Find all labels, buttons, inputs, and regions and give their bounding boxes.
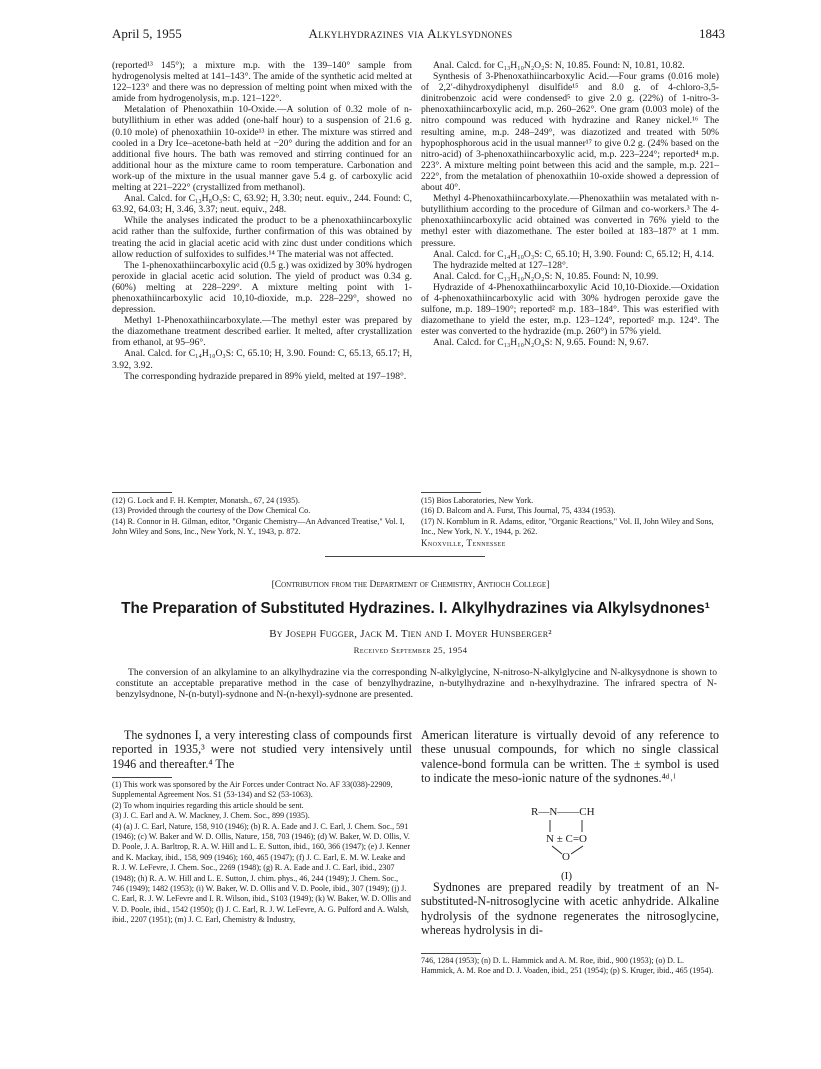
footnote: (15) Bios Laboratories, New York. <box>421 496 534 505</box>
abstract: The conversion of an alkylamine to an alkylhydrazine via the corresponding N-alkylglycine, N-nitroso-N-alkylglycine and N-alkysydnone is shown to constitute an acceptable preparative method in the case of benzylhydrazine, n-butylhydrazine and n-hexylhydrazine. The infrared spectra of N-benzylsydnone, N-(n-butyl)-sydnone and N-(n-hexyl)-sydnone are presented. <box>116 667 717 701</box>
structure-atom: O <box>562 851 570 863</box>
article-footnotes-right <box>421 956 719 977</box>
paragraph: The 1-phenoxathiincarboxylic acid (0.5 g.) was oxidized by 30% hydrogen peroxide in glacial acetic acid solution. The yield of product was 0.34 g. (60%) melting at 228–229°. A mixture melting point with 1-phenoxathiincarboxylic acid 10,10-dioxide, m.p. 228–229°, showed no depression. <box>112 259 412 316</box>
authors-line: By Joseph Fugger, Jack M. Tien and I. Moyer Hunsberger² <box>269 628 552 640</box>
right-column <box>421 60 719 348</box>
paragraph: Methyl 1-Phenoxathiincarboxylate.—The methyl ester was prepared by the diazomethane treatment described earlier. It melted, after crystallization from ethanol, at 95–96°. <box>112 315 412 349</box>
article-title: The Preparation of Substituted Hydrazines. I. Alkylhydrazines via Alkylsydnones¹ <box>121 600 710 617</box>
body-paragraph-right-2: Sydnones are prepared readily by treatment of an N-substituted-N-nitrosoglycine with acetic anhydride. Alkaline hydrolysis of the sydnone regenerates the nitrosoglycine, whereas hydrolysis in di- <box>421 880 719 937</box>
paragraph: Metalation of Phenoxathiin 10-Oxide.—A solution of 0.32 mole of n-butyllithium in ether was added (one-half hour) to a suspension of 21.6 g. (0.10 mole) of phenoxathiin 10-oxide¹³ in ether. The mixture was stirred and cooled in a Dry Ice–acetone-bath held at −20° during the addition and for an additional five hours. The bath was removed and stirring continued for an additional hour as the mixture came to room temperature. Carbonation and work-up of the mixture in the usual manner gave 5.4 g. of carboxylic acid melting at 221–222° (crystallized from methanol). <box>112 104 412 194</box>
analysis-line: Anal. Calcd. for C₁₄H₁₀O₃S: C, 65.10; H, 3.90. Found: C, 65.13, 65.17; H, 3.92, 3.92. <box>112 348 412 371</box>
article-divider <box>325 556 485 557</box>
body-paragraph-right: American literature is virtually devoid of any reference to these unusual compounds, for which no single classical valence-bond formula can be written. The ± symbol is used to indicate the meso-ionic nature of the sydnones.⁴ᵈ˒ˡ <box>421 728 719 785</box>
paragraph: While the analyses indicated the product to be a phenoxathiincarboxylic acid rather than the sulfoxide, further confirmation of this was obtained by treating the acid in glacial acetic acid with zinc dust under conditions which allow reduction of sulfoxides to sulfides.¹⁴ The material was not affected. <box>112 215 412 260</box>
structure-atom: R—N——CH <box>531 806 595 818</box>
analysis-line: Anal. Calcd. for C₁₃H₁₀N₂O₂S: N, 10.85. Found: N, 10.81, 10.82. <box>433 60 685 71</box>
paragraph: Hydrazide of 4-Phenoxathiincarboxylic Acid 10,10-Dioxide.—Oxidation of 4-phenoxathiincarboxylic acid with 30% hydrogen peroxide gave the sulfone, m.p. 189–190°; reported² m.p. 183–184°. This was esterified with diazomethane to yield the ester, m.p. 123–124°, reported² m.p. 124°. The ester was converted to the hydrazide (m.p. 260°) in 57% yield. <box>421 281 719 338</box>
analysis-line: Anal. Calcd. for C₁₃H₈O₃S: C, 63.92; H, 3.30; neut. equiv., 244. Found: C, 63.92, 64.03; H, 3.46, 3.37; neut. equiv., 248. <box>112 193 412 216</box>
analysis-line: Anal. Calcd. for C₁₃H₁₀N₂O₄S: N, 9.65. Found: N, 9.67. <box>433 337 649 349</box>
footnote: (3) J. C. Earl and A. W. Mackney, J. Chem. Soc., 899 (1935). <box>112 811 310 821</box>
paragraph: Synthesis of 3-Phenoxathiincarboxylic Acid.—Four grams (0.016 mole) of 2,2′-dihydroxydiphenyl disulfide¹⁵ and 8.0 g. of 4-chloro-3,5-dinitrobenzoic acid were condensed⁵ to give 2.0 g. (22%) of 1-nitro-3-phenoxathiincarboxylic acid, m.p. 260–262°. One gram (0.003 mole) of the nitro compound was reduced with hydrazine and Raney nickel.¹⁶ The resulting amine, m.p. 248–249°, was diazotized and treated with 50% hypophosphorous acid in the usual manner¹⁷ to give 0.2 g. (24% based on the nitro-acid) of 3-phenoxathiincarboxylic acid, m.p. 223–224°; reported⁴ m.p. 223°. A mixture melting point between this acid and the sample, m.p. 221–222°, from the metalation of phenoxathiin 10-oxide showed a depression of about 40°. <box>421 71 719 194</box>
paragraph: The corresponding hydrazide prepared in 89% yield, melted at 197–198°. <box>124 370 407 382</box>
footnote-rule <box>112 777 172 778</box>
analysis-line: Anal. Calcd. for C₁₄H₁₀O₃S: C, 65.10; H, 3.90. Found: C, 65.12; H, 4.14. <box>433 248 715 260</box>
left-column <box>112 60 412 382</box>
footnote-rule <box>421 953 481 954</box>
running-title: Alkylhydrazines via Alkylsydnones <box>308 26 513 41</box>
paragraph: The hydrazide melted at 127–128°. <box>433 259 569 271</box>
structure-atom: N ± C=O <box>546 833 587 845</box>
footnote: (16) D. Balcom and A. Furst, This Journal, 75, 4334 (1953). <box>421 506 616 516</box>
contribution-line: [Contribution from the Department of Chemistry, Antioch College] <box>271 580 550 590</box>
footnote: (4) (a) J. C. Earl, Nature, 158, 910 (1946); (b) R. A. Eade and J. C. Earl, J. Chem. Soc., 591 (1946); (c) W. Baker and W. D. Ollis, Nature, 158, 703 (1946); (d) W. Baker, W. D. Ollis, V. D. Poole, J. A. Barltrop, R. A. W. Hill and L. E. Sutton, ibid., 160, 366 (1947); (e) J. Kenner and K. Mackay, ibid., 158, 909 (1946); 160, 465 (1947); (f) J. C. Earl, E. M. W. Leake and R. J. W. LeFevre, J. Chem. Soc., 2269 (1948); (g) R. A. Eade and J. C. Earl, ibid., 2307 (1948); (h) R. A. W. Hill and L. E. Sutton, J. chim. phys., 46, 244 (1949); J. Chem. Soc., 746 (1949); 1482 (1953); (i) W. Baker, W. D. Ollis and V. D. Poole, ibid., 307 (1949); (j) J. C. Earl, R. J. W. LeFevre and I. R. Wilson, ibid., S103 (1949); (k) W. Baker, W. D. Ollis and V. D. Poole, ibid., 1542 (1950); (l) J. C. Earl, R. J. W. LeFevre, A. G. Pulford and A. Walsh, ibid., 2207 (1951); (m) J. C. Earl, Chemistry & Industry, <box>112 821 411 925</box>
page-number: 1843 <box>699 26 725 41</box>
footnote: (1) This work was sponsored by the Air Forces under Contract No. AF 33(038)-22909, Supplemental Agreement Nos. S1 (53-134) and S2 (53-1063). <box>112 780 393 800</box>
footnote: (13) Provided through the courtesy of the Dow Chemical Co. <box>112 506 311 516</box>
footnote-rule <box>112 492 172 493</box>
footnote: 746, 1284 (1953); (n) D. L. Hammick and A. M. Roe, ibid., 900 (1953); (o) D. L. Hammick, A. M. Roe and D. J. Voaden, ibid., 251 (1954); (p) S. Kruger, ibid., 465 (1954). <box>421 956 714 976</box>
paragraph: (reported¹³ 145°); a mixture m.p. with the 139–140° sample from hydrogenolysis melted at 141–143°. The amide of the synthetic acid melted at 122–123° and there was no depression of melting point when mixed with the amide from hydrogenolysis, m.p. 121–122°. <box>112 60 412 105</box>
structure-label: (I) <box>561 870 572 882</box>
received-date: Received September 25, 1954 <box>353 645 468 655</box>
footnote-rule <box>421 492 481 493</box>
place-line: Knoxville, Tennessee <box>421 537 506 548</box>
footnote: (17) N. Kornblum in R. Adams, editor, "Organic Reactions," Vol. II, John Wiley and Sons, Inc., New York, N. Y., 1944, p. 262. <box>421 516 714 537</box>
footnote: (12) G. Lock and F. H. Kempter, Monatsh., 67, 24 (1935). <box>112 496 300 505</box>
article-footnotes-left <box>112 780 412 926</box>
analysis-line: Anal. Calcd. for C₁₃H₁₀N₂O₂S: N, 10.85. Found: N, 10.99. <box>433 270 659 282</box>
footnote: (2) To whom inquiries regarding this article should be sent. <box>112 800 304 810</box>
footnotes-top-right <box>421 496 719 548</box>
body-paragraph-left: The sydnones I, a very interesting class of compounds first reported in 1935,³ were not studied very intensively until 1946 and thereafter.⁴ The <box>112 728 412 771</box>
sydnone-structure <box>505 804 655 884</box>
sydnone-structure-drawing <box>505 804 655 884</box>
paragraph: Methyl 4-Phenoxathiincarboxylate.—Phenoxathiin was metalated with n-butyllithium according to the procedure of Gilman and co-workers.³ The 4-phenoxathiincarboxylic acid obtained was converted in 76% yield to the methyl ester with diazomethane. The ester boiled at 183–187° at 1 mm. pressure. <box>421 193 719 249</box>
footnote: (14) R. Connor in H. Gilman, editor, "Organic Chemistry—An Advanced Treatise," Vol. I, John Wiley and Sons, Inc., New York, N. Y., 1943, p. 872. <box>112 516 405 537</box>
header-date: April 5, 1955 <box>112 26 182 41</box>
footnotes-top-left <box>112 496 412 538</box>
